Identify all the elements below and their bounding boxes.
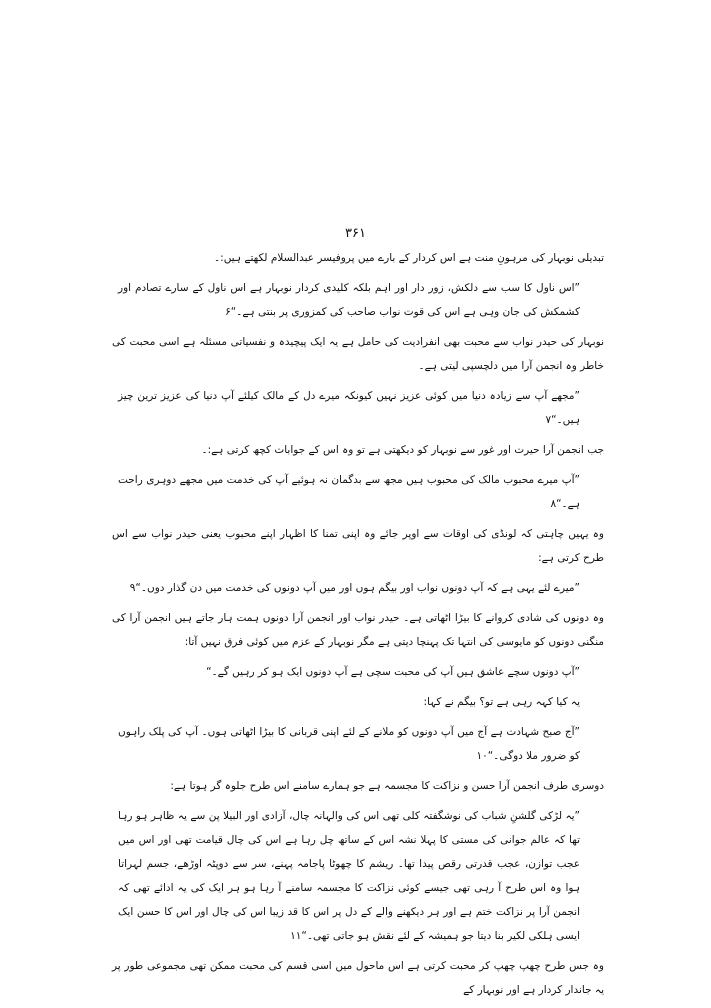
paragraph-anjuman-gaze: جب انجمن آرا حیرت اور غور سے نوبہار کو دیکھتی ہے تو وہ اس کے جوابات کچھ کرتی ہے:۔ [201, 444, 604, 456]
quotation-11: ”یہ لڑکی گلشنِ شباب کی نوشگفتہ کلی تھی اس کی والہانہ چال، آزادی اور البیلا پن سے یہ ظاہر ہو رہا تھا کہ عالم جوانی کی مستی کا پہلا نشہ اس کے ساتھ چل رہا ہے اس کی چال قیامت تھی اور اس میں عجب توازن، عجب قدرتی رقص پیدا تھا۔ ریشم کا چھوٹا پاجامہ پہنے، سر سے دوپٹہ اوڑھے، جسم لہراتا ہوا وہ اس طرح آ رہی تھی جیسے کوئی نزاکت کا مجسمہ سامنے آ رہا ہو ہر ایک کی یہ ادائے تھی کہ انجمن آرا پر نزاکت ختم ہے اور ہر دیکھنے والے کے دل پر اس کا قد زیبا اس کی چال اور اس کا حسن ایک ایسی ہلکی لکیر بنا دیتا جو ہمیشہ کے لئے نقش ہو جاتی تھی۔“۱۱ [118, 810, 580, 942]
page-number: ۳۶۱ [345, 226, 366, 241]
quotation-7: ”مجھے آپ سے زیادہ دنیا میں کوئی عزیز نہیں کیونکہ میرے دل کے مالک کیلئے آپ دنیا کی عزیز ترین چیز ہیں۔“۷ [118, 390, 580, 426]
quotation-abdul-salam: ”اس ناول کا سب سے دلکش، زور دار اور اہم بلکہ کلیدی کردار نوبہار ہے اس ناول کے سارے تصادم اور کشمکش کی جان وہی ہے اس کی قوت نواب صاحب کی کمزوری پر بنتی ہے۔“۶ [118, 282, 580, 318]
paragraph-marriage: وہ دونوں کی شادی کروانے کا بیڑا اٹھاتی ہے۔ حیدر نواب اور انجمن آرا دونوں ہمت ہار جاتے ہیں انجمن آرا کی منگنی دونوں کو مایوسی کی انتہا تک پہنچا دیتی ہے مگر نوبہار کے عزم میں کوئی فرق نہیں آتا: [112, 612, 604, 648]
dialogue-begum: یہ کیا کہہ رہی ہے تو؟ بیگم نے کہا: [423, 696, 580, 708]
paragraph-wish: وہ یہیں چاہتی کہ لونڈی کی اوقات سے اوپر جائے وہ اپنی تمنا کا اظہار اپنے محبوب یعنی حیدر نواب سے اس طرح کرتی ہے: [112, 528, 604, 564]
quotation-10: ”آج صبح شہادت ہے آج میں آپ دونوں کو ملانے کے لئے اپنی قربانی کا بیڑا اٹھاتی ہوں۔ آپ کی پلک راہوں کو ضرور ملا دوگی۔“۱۰ [118, 726, 580, 762]
paragraph-nobahar-love: نوبہار کی حیدر نواب سے محبت بھی انفرادیت کی حامل ہے یہ ایک پیچیدہ و نفسیاتی مسئلہ ہے اسی محبت کی خاطر وہ انجمن آرا میں دلچسپی لیتی ہے۔ [112, 336, 604, 372]
quotation-9: ”میرے لئے یہی ہے کہ آپ دونوں نواب اور بیگم ہوں اور میں آپ دونوں کی خدمت میں دن گذار دوں۔“۹ [129, 582, 580, 594]
page-body [112, 246, 604, 1008]
paragraph-intro: تبدیلی نوبہار کی مرہونِ منت ہے اس کردار کے بارے میں پروفیسر عبدالسلام لکھتے ہیں:۔ [214, 252, 604, 264]
paragraph-closing: وہ جس طرح چھپ چھپ کر محبت کرتی ہے اس ماحول میں اسی قسم کی محبت ممکن تھی مجموعی طور پر یہ جاندار کردار ہے اور نوبہار کے [112, 960, 604, 996]
quotation-8: ”آپ میرے محبوب مالک کی محبوب ہیں مجھ سے بدگمان نہ ہوئیے آپ کی خدمت میں مجھے دوہری راحت ہے۔“۸ [118, 474, 580, 510]
quotation-true-lovers: ”آپ دونوں سچے عاشق ہیں آپ کی محبت سچی ہے آپ دونوں ایک ہو کر رہیں گے۔“ [206, 666, 580, 678]
paragraph-anjuman-beauty: دوسری طرف انجمن آرا حسن و نزاکت کا مجسمہ ہے جو ہمارے سامنے اس طرح جلوہ گر ہوتا ہے: [170, 780, 604, 792]
